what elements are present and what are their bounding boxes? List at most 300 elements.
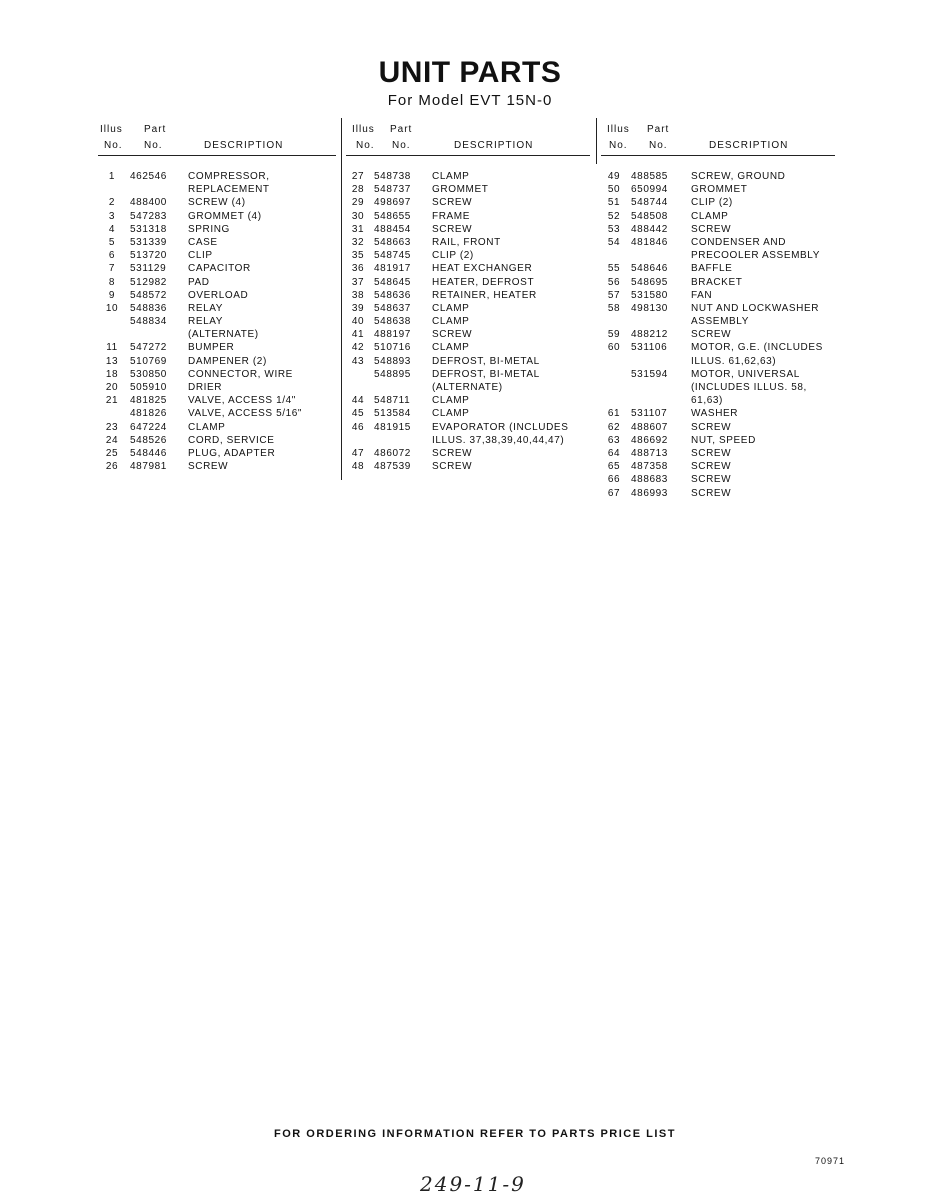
part-number	[370, 381, 432, 394]
illus-number: 67	[607, 487, 621, 499]
part-row	[346, 447, 590, 460]
part-description: BAFFLE	[691, 263, 733, 275]
header-illus: Illus	[100, 124, 123, 135]
part-number: 548744	[631, 197, 668, 209]
part-description: VALVE, ACCESS 5/16"	[188, 408, 303, 420]
part-description: SCREW	[432, 223, 473, 235]
part-row	[601, 394, 835, 407]
header-no: No.	[609, 140, 628, 151]
part-number: 531107	[631, 408, 668, 420]
part-description: GROMMET	[691, 184, 748, 196]
part-number: 486993	[631, 487, 668, 499]
part-row	[601, 170, 835, 183]
part-description: CLIP (2)	[432, 250, 474, 262]
part-number: 487358	[631, 461, 668, 473]
part-row	[601, 262, 835, 275]
part-number: 487539	[374, 461, 411, 473]
part-row	[346, 315, 590, 328]
part-row	[98, 407, 336, 420]
part-description: DEFROST, BI-METAL	[432, 368, 540, 380]
part-description: HEATER, DEFROST	[432, 276, 535, 288]
illus-number: 51	[607, 197, 621, 209]
part-description: CLAMP	[691, 210, 729, 222]
illus-number: 48	[351, 461, 365, 473]
part-number: 647224	[130, 421, 167, 433]
illus-number: 30	[351, 210, 365, 222]
part-description: SCREW	[188, 461, 229, 473]
part-description: CLIP (2)	[691, 197, 733, 209]
part-number	[627, 381, 691, 394]
part-row	[98, 249, 336, 262]
illus-number: 56	[607, 276, 621, 288]
part-row	[346, 355, 590, 368]
part-description: VALVE, ACCESS 1/4"	[188, 395, 296, 407]
part-description: 61,63)	[691, 395, 723, 407]
part-number: 548893	[374, 355, 411, 367]
part-description: ASSEMBLY	[691, 316, 749, 328]
part-row	[98, 302, 336, 315]
document-code: 70971	[815, 1156, 846, 1166]
part-description: GROMMET	[432, 184, 489, 196]
part-row	[98, 183, 336, 196]
part-description: GROMMET (4)	[188, 210, 262, 222]
part-number: 548637	[374, 302, 411, 314]
part-row	[601, 487, 835, 500]
illus-number: 44	[351, 395, 365, 407]
part-row	[98, 170, 336, 183]
illus-number: 64	[607, 447, 621, 459]
part-row	[601, 196, 835, 209]
part-row	[601, 289, 835, 302]
part-number: 510716	[374, 342, 411, 354]
part-description: BUMPER	[188, 342, 235, 354]
part-number: 548526	[130, 434, 167, 446]
illus-number	[98, 315, 126, 328]
illus-number: 63	[607, 434, 621, 446]
part-number: 513720	[130, 250, 167, 262]
illus-number: 60	[607, 342, 621, 354]
illus-number: 35	[351, 250, 365, 262]
illus-number: 26	[105, 461, 119, 473]
part-number: 531580	[631, 289, 668, 301]
parts-list	[98, 170, 336, 473]
part-number: 481915	[374, 421, 411, 433]
part-number: 488607	[631, 421, 668, 433]
part-description: RELAY	[188, 302, 224, 314]
illus-number: 10	[105, 302, 119, 314]
part-row	[601, 421, 835, 434]
part-description: SCREW	[691, 487, 732, 499]
illus-number: 49	[607, 171, 621, 182]
part-row	[601, 276, 835, 289]
part-row	[601, 355, 835, 368]
part-number: 462546	[130, 171, 167, 182]
illus-number: 25	[105, 447, 119, 459]
part-row	[601, 328, 835, 341]
part-row	[601, 210, 835, 223]
parts-column-2	[346, 122, 590, 473]
illus-number: 57	[607, 289, 621, 301]
handwritten-note: 249-11-9	[420, 1172, 526, 1196]
part-number: 548663	[374, 236, 411, 248]
part-number: 548834	[130, 316, 167, 328]
part-number: 488585	[631, 171, 668, 182]
part-row	[98, 236, 336, 249]
illus-number: 39	[351, 302, 365, 314]
part-row	[601, 315, 835, 328]
part-row	[98, 315, 336, 328]
illus-number: 40	[351, 316, 365, 328]
part-number: 531106	[631, 342, 668, 354]
part-number: 486072	[374, 447, 411, 459]
part-number	[370, 434, 432, 447]
part-row	[601, 183, 835, 196]
part-description: SPRING	[188, 223, 230, 235]
part-number: 488713	[631, 447, 668, 459]
illus-number: 24	[105, 434, 119, 446]
part-description: RETAINER, HEATER	[432, 289, 537, 301]
part-description: CLAMP	[432, 316, 470, 328]
part-description: CLIP	[188, 250, 213, 262]
illus-number: 3	[108, 210, 116, 222]
part-row	[98, 447, 336, 460]
part-number: 548895	[374, 368, 411, 380]
column-divider	[341, 118, 342, 480]
illus-number: 52	[607, 210, 621, 222]
illus-number: 7	[108, 263, 116, 275]
illus-number: 58	[607, 302, 621, 314]
part-description: CAPACITOR	[188, 263, 251, 275]
illus-number	[601, 394, 627, 407]
part-number: 481846	[631, 236, 668, 248]
part-description: SCREW	[691, 461, 732, 473]
header-description: DESCRIPTION	[709, 140, 789, 151]
ordering-note: FOR ORDERING INFORMATION REFER TO PARTS PRICE LIST	[274, 1128, 676, 1140]
part-description: EVAPORATOR (INCLUDES	[432, 421, 569, 433]
part-description: COMPRESSOR,	[188, 171, 270, 182]
illus-number: 32	[351, 236, 365, 248]
illus-number: 43	[351, 355, 365, 367]
part-number: 488197	[374, 329, 411, 341]
part-number	[126, 328, 188, 341]
part-row	[346, 223, 590, 236]
parts-list	[346, 170, 590, 473]
illus-number: 9	[108, 289, 116, 301]
illus-number: 4	[108, 223, 116, 235]
illus-number	[346, 368, 370, 381]
part-description: CORD, SERVICE	[188, 434, 275, 446]
part-number: 498130	[631, 302, 668, 314]
part-description: FAN	[691, 289, 713, 301]
part-number: 548645	[374, 276, 411, 288]
part-number: 486692	[631, 434, 668, 446]
part-description: CLAMP	[432, 342, 470, 354]
part-number: 548572	[130, 289, 167, 301]
part-description: SCREW	[432, 461, 473, 473]
part-description: (ALTERNATE)	[432, 382, 503, 393]
part-number: 481826	[130, 408, 167, 420]
part-row	[346, 394, 590, 407]
part-number: 548738	[374, 171, 411, 182]
part-description: NUT, SPEED	[691, 434, 756, 446]
illus-number	[98, 328, 126, 341]
header-part: Part	[144, 124, 167, 135]
part-description: NUT AND LOCKWASHER	[691, 302, 820, 314]
part-number: 548836	[130, 302, 167, 314]
illus-number: 38	[351, 289, 365, 301]
header-part: Part	[647, 124, 670, 135]
illus-number: 18	[105, 368, 119, 380]
part-description: RELAY	[188, 316, 224, 328]
part-row	[346, 289, 590, 302]
header-description: DESCRIPTION	[204, 140, 284, 151]
part-row	[346, 381, 590, 394]
part-number	[627, 355, 691, 368]
part-row	[346, 249, 590, 262]
part-number: 488454	[374, 223, 411, 235]
illus-number	[346, 381, 370, 394]
part-number: 488400	[130, 197, 167, 209]
part-number: 548745	[374, 250, 411, 262]
part-description: CLAMP	[432, 395, 470, 407]
part-description: OVERLOAD	[188, 289, 249, 301]
part-description: WASHER	[691, 408, 739, 420]
illus-number: 50	[607, 184, 621, 196]
part-row	[601, 460, 835, 473]
part-row	[98, 460, 336, 473]
parts-column-3	[601, 122, 835, 500]
part-description: PRECOOLER ASSEMBLY	[691, 250, 820, 262]
illus-number: 46	[351, 421, 365, 433]
part-description: SCREW	[432, 447, 473, 459]
part-row	[601, 302, 835, 315]
part-row	[98, 289, 336, 302]
part-number: 548655	[374, 210, 411, 222]
illus-number: 11	[106, 342, 118, 354]
illus-number: 5	[108, 236, 116, 248]
part-description: PLUG, ADAPTER	[188, 447, 276, 459]
part-number: 650994	[631, 184, 668, 196]
illus-number: 61	[607, 408, 621, 420]
header-no: No.	[104, 140, 123, 151]
illus-number: 62	[607, 421, 621, 433]
part-description: SCREW	[432, 197, 473, 209]
part-row	[98, 368, 336, 381]
part-number: 505910	[130, 382, 167, 393]
part-row	[98, 341, 336, 354]
part-number: 488442	[631, 223, 668, 235]
part-number: 531318	[130, 223, 167, 235]
part-description: REPLACEMENT	[188, 184, 270, 196]
part-description: (ALTERNATE)	[188, 329, 259, 341]
column-header	[98, 122, 336, 156]
illus-number: 29	[351, 197, 365, 209]
part-description: SCREW	[691, 421, 732, 433]
part-row	[601, 381, 835, 394]
illus-number: 47	[351, 447, 365, 459]
part-row	[346, 196, 590, 209]
illus-number: 8	[108, 276, 116, 288]
illus-number: 59	[607, 329, 621, 341]
part-description: ILLUS. 61,62,63)	[691, 355, 777, 367]
column-header	[346, 122, 590, 156]
part-row	[601, 407, 835, 420]
part-row	[601, 341, 835, 354]
part-number	[126, 183, 188, 196]
part-row	[601, 236, 835, 249]
part-number: 547283	[130, 210, 167, 222]
part-row	[98, 223, 336, 236]
parts-column-1	[98, 122, 336, 473]
part-number: 531339	[130, 236, 167, 248]
column-header	[601, 122, 835, 156]
part-number: 548646	[631, 263, 668, 275]
part-number: 548737	[374, 184, 411, 196]
part-description: PAD	[188, 276, 210, 288]
illus-number: 2	[108, 197, 116, 209]
part-number: 548446	[130, 447, 167, 459]
part-row	[98, 210, 336, 223]
part-number	[627, 249, 691, 262]
part-row	[601, 473, 835, 486]
part-number: 510769	[130, 355, 167, 367]
part-row	[346, 434, 590, 447]
part-description: HEAT EXCHANGER	[432, 263, 533, 275]
illus-number: 66	[607, 474, 621, 486]
part-row	[601, 434, 835, 447]
part-row	[601, 447, 835, 460]
page-title: UNIT PARTS	[378, 56, 562, 89]
part-number: 512982	[130, 276, 167, 288]
part-description: CLAMP	[432, 408, 470, 420]
part-description: DAMPENER (2)	[188, 355, 267, 367]
illus-number	[601, 249, 627, 262]
part-number: 488212	[631, 329, 668, 341]
part-row	[98, 381, 336, 394]
header-illus: Illus	[607, 124, 630, 135]
part-description: SCREW	[691, 329, 732, 341]
illus-number: 41	[351, 329, 365, 341]
part-description: DRIER	[188, 382, 223, 393]
part-row	[346, 421, 590, 434]
part-row	[98, 328, 336, 341]
part-number: 530850	[130, 368, 167, 380]
part-row	[98, 262, 336, 275]
part-row	[346, 170, 590, 183]
illus-number: 37	[351, 276, 365, 288]
part-row	[346, 236, 590, 249]
part-row	[346, 302, 590, 315]
part-description: SCREW	[691, 474, 732, 486]
part-row	[346, 341, 590, 354]
part-description: SCREW	[691, 223, 732, 235]
header-description: DESCRIPTION	[454, 140, 534, 151]
part-row	[346, 407, 590, 420]
illus-number: 65	[607, 461, 621, 473]
parts-list	[601, 170, 835, 500]
header-illus: Illus	[352, 124, 375, 135]
illus-number: 53	[607, 223, 621, 235]
part-row	[601, 223, 835, 236]
header-no: No.	[649, 140, 668, 151]
part-description: CONDENSER AND	[691, 236, 787, 248]
illus-number	[601, 368, 627, 381]
illus-number: 21	[105, 395, 119, 407]
illus-number: 13	[105, 355, 119, 367]
illus-number: 31	[351, 223, 365, 235]
part-description: SCREW	[432, 329, 473, 341]
part-row	[98, 355, 336, 368]
part-description: CLAMP	[432, 302, 470, 314]
part-row	[98, 196, 336, 209]
part-row	[346, 210, 590, 223]
part-description: BRACKET	[691, 276, 743, 288]
part-number: 513584	[374, 408, 411, 420]
part-description: CLAMP	[432, 171, 470, 182]
part-description: RAIL, FRONT	[432, 236, 501, 248]
illus-number: 20	[105, 382, 119, 393]
part-row	[601, 249, 835, 262]
part-description: SCREW	[691, 447, 732, 459]
part-number: 548711	[374, 395, 411, 407]
part-description: (INCLUDES ILLUS. 58,	[691, 382, 807, 393]
illus-number	[98, 183, 126, 196]
part-number: 481917	[374, 263, 411, 275]
illus-number: 54	[607, 236, 621, 248]
part-number: 531594	[631, 368, 668, 380]
header-no: No.	[356, 140, 375, 151]
illus-number: 1	[108, 171, 116, 182]
illus-number: 36	[351, 263, 365, 275]
part-row	[98, 394, 336, 407]
part-description: SCREW, GROUND	[691, 171, 786, 182]
illus-number: 28	[351, 184, 365, 196]
part-row	[346, 262, 590, 275]
part-row	[346, 276, 590, 289]
part-row	[98, 421, 336, 434]
illus-number	[601, 381, 627, 394]
illus-number	[601, 315, 627, 328]
illus-number: 27	[351, 171, 365, 182]
illus-number: 6	[108, 250, 116, 262]
part-number	[627, 394, 691, 407]
part-row	[346, 183, 590, 196]
illus-number: 55	[607, 263, 621, 275]
part-number	[627, 315, 691, 328]
illus-number: 23	[105, 421, 119, 433]
part-description: CLAMP	[188, 421, 226, 433]
part-row	[346, 328, 590, 341]
part-description: CONNECTOR, WIRE	[188, 368, 293, 380]
illus-number	[98, 407, 126, 420]
part-description: DEFROST, BI-METAL	[432, 355, 540, 367]
part-number: 547272	[130, 342, 167, 354]
part-description: ILLUS. 37,38,39,40,44,47)	[432, 434, 565, 446]
illus-number: 42	[351, 342, 365, 354]
part-row	[98, 276, 336, 289]
part-number: 488683	[631, 474, 668, 486]
part-row	[98, 434, 336, 447]
part-number: 498697	[374, 197, 411, 209]
part-number: 548695	[631, 276, 668, 288]
header-no: No.	[144, 140, 163, 151]
part-description: MOTOR, G.E. (INCLUDES	[691, 342, 823, 354]
part-number: 548636	[374, 289, 411, 301]
header-part: Part	[390, 124, 413, 135]
illus-number: 45	[351, 408, 365, 420]
model-subtitle: For Model EVT 15N-0	[387, 92, 553, 109]
part-description: SCREW (4)	[188, 197, 246, 209]
